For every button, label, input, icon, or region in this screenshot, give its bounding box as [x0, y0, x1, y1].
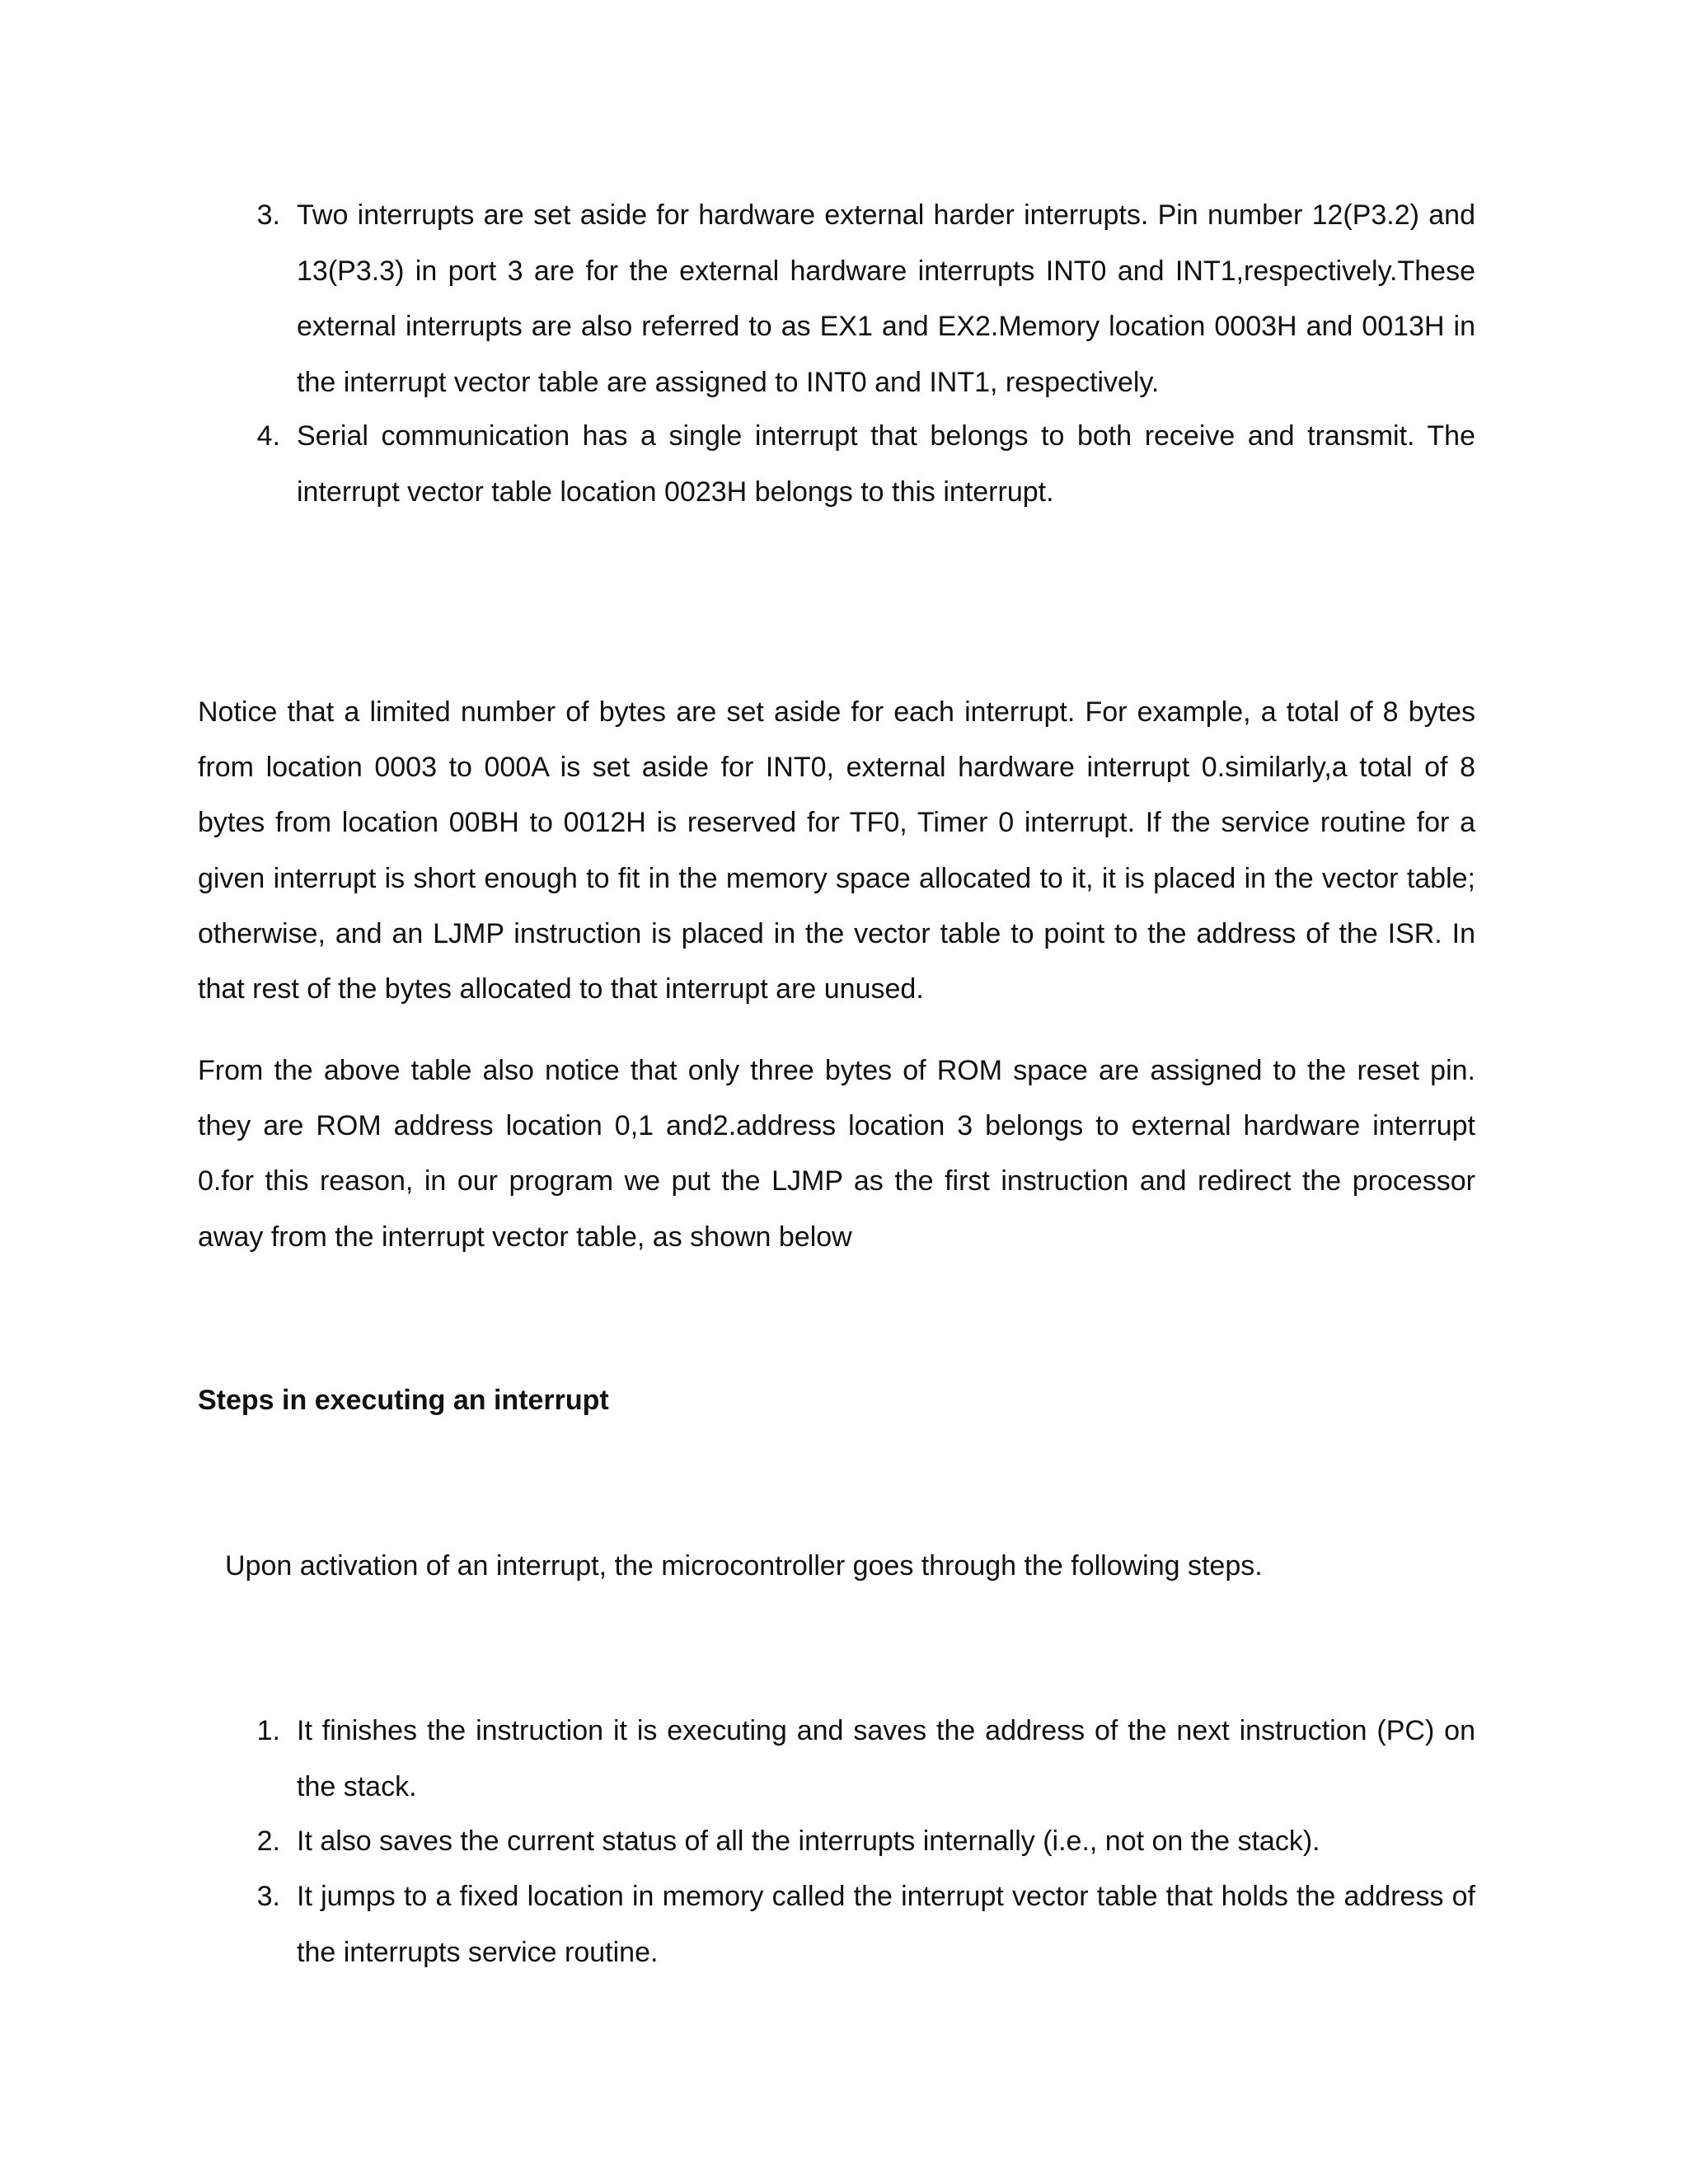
list-item-text: Two interrupts are set aside for hardware external harder interrupts. Pin number 12(P3.2) and 13(P3.3) in port 3 are for the external hardware interrupts INT0 and INT1,respectively.These external interrupts are also referred to as EX1 and EX2.Memory location 0003H and 0013H in the interrupt vector table are assigned to INT0 and INT1, respectively.	[297, 199, 1475, 398]
list-item-text: It finishes the instruction it is executing and saves the address of the next instruction (PC) on the stack.	[297, 1715, 1475, 1802]
intro-text: Upon activation of an interrupt, the microcontroller goes through the following steps.	[225, 1550, 1263, 1582]
list-item-step-1	[256, 1704, 1475, 1815]
list-item-serial-interrupt	[256, 409, 1475, 520]
list-item-text: It also saves the current status of all the interrupts internally (i.e., not on the stack).	[297, 1825, 1320, 1857]
list-item-number: 3.	[256, 1881, 280, 1912]
list-item-number: 1.	[256, 1715, 280, 1746]
paragraph-bytes-per-interrupt: Notice that a limited number of bytes are set aside for each interrupt. For example, a total of 8 bytes from location 0003 to 000A is set aside for INT0, external hardware interrupt 0.similarly,a total of 8 bytes from location 00BH to 0012H is reserved for TF0, Timer 0 interrupt. If the service routine for a given interrupt is short enough to fit in the memory space allocated to it, it is placed in the vector table; otherwise, and an LJMP instruction is placed in the vector table to point to the address of the ISR. In that rest of the bytes allocated to that interrupt are unused.	[198, 696, 1475, 1005]
paragraph-reset-pin-rom: From the above table also notice that only three bytes of ROM space are assigned to the reset pin. they are ROM address location 0,1 and2.address location 3 belongs to external hardware interrupt 0.for this reason, in our program we put the LJMP as the first instruction and redirect the processor away from the interrupt vector table, as shown below	[198, 1055, 1475, 1253]
list-item-step-3	[256, 1869, 1475, 1980]
list-item-number: 3.	[256, 199, 280, 231]
list-item-text: It jumps to a fixed location in memory called the interrupt vector table that holds the address of the interrupts service routine.	[297, 1881, 1475, 1968]
list-item-interrupt-pins	[256, 188, 1475, 410]
list-item-text: Serial communication has a single interrupt that belongs to both receive and transmit. The interrupt vector table location 0023H belongs to this interrupt.	[297, 420, 1475, 508]
list-item-number: 4.	[256, 420, 280, 452]
list-item-step-2	[256, 1814, 1475, 1870]
list-item-number: 2.	[256, 1825, 280, 1857]
section-heading: Steps in executing an interrupt	[198, 1385, 609, 1416]
